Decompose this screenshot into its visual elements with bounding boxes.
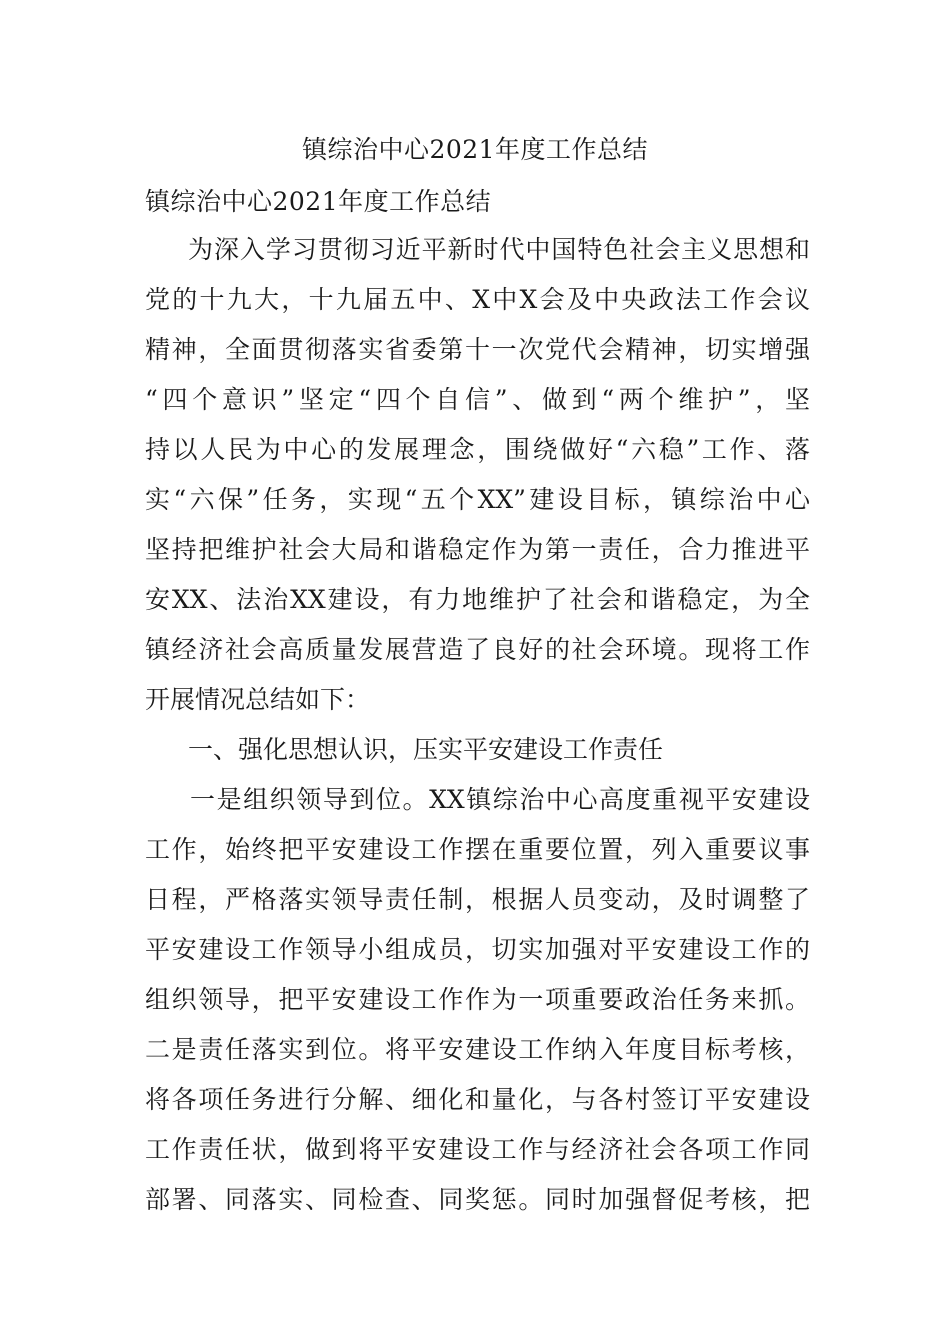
paragraph-line: 一是组织领导到位。XX镇综治中心高度重视平安建设 — [190, 785, 810, 814]
paragraph-line: 持以人民为中心的发展理念，围绕做好“六稳”工作、落 — [145, 435, 810, 464]
paragraph-line: 党的十九大，十九届五中、X中X会及中央政法工作会议 — [145, 285, 810, 314]
paragraph-line: 安XX、法治XX建设，有力地维护了社会和谐稳定，为全 — [145, 585, 810, 614]
paragraph-line: 平安建设工作领导小组成员，切实加强对平安建设工作的 — [145, 935, 810, 964]
paragraph-line: 开展情况总结如下： — [145, 685, 371, 714]
paragraph-line: 精神，全面贯彻落实省委第十一次党代会精神，切实增强 — [145, 335, 810, 364]
paragraph-line: 镇经济社会高质量发展营造了良好的社会环境。现将工作 — [145, 635, 810, 664]
document-title: 镇综治中心2021年度工作总结 — [301, 135, 649, 164]
paragraph-line: 日程，严格落实领导责任制，根据人员变动，及时调整了 — [145, 885, 810, 914]
paragraph-line: 将各项任务进行分解、细化和量化，与各村签订平安建设 — [145, 1085, 810, 1114]
section-heading: 一、强化思想认识，压实平安建设工作责任 — [188, 735, 664, 764]
paragraph-line: 工作责任状，做到将平安建设工作与经济社会各项工作同 — [145, 1135, 810, 1164]
paragraph-line: 坚持把维护社会大局和谐稳定作为第一责任，合力推进平 — [145, 535, 810, 564]
paragraph-line: “四个意识”坚定“四个自信”、做到“两个维护”，坚 — [145, 385, 810, 414]
paragraph-line: 为深入学习贯彻习近平新时代中国特色社会主义思想和 — [188, 235, 810, 264]
paragraph-line: 实“六保”任务，实现“五个XX”建设目标，镇综治中心 — [145, 485, 810, 514]
paragraph-line: 部署、同落实、同检查、同奖惩。同时加强督促考核，把 — [145, 1185, 810, 1214]
paragraph-line: 二是责任落实到位。将平安建设工作纳入年度目标考核， — [145, 1035, 810, 1064]
paragraph-line: 组织领导，把平安建设工作作为一项重要政治任务来抓。 — [145, 985, 810, 1014]
document-subtitle: 镇综治中心2021年度工作总结 — [145, 187, 492, 216]
paragraph-line: 工作，始终把平安建设工作摆在重要位置，列入重要议事 — [145, 835, 810, 864]
